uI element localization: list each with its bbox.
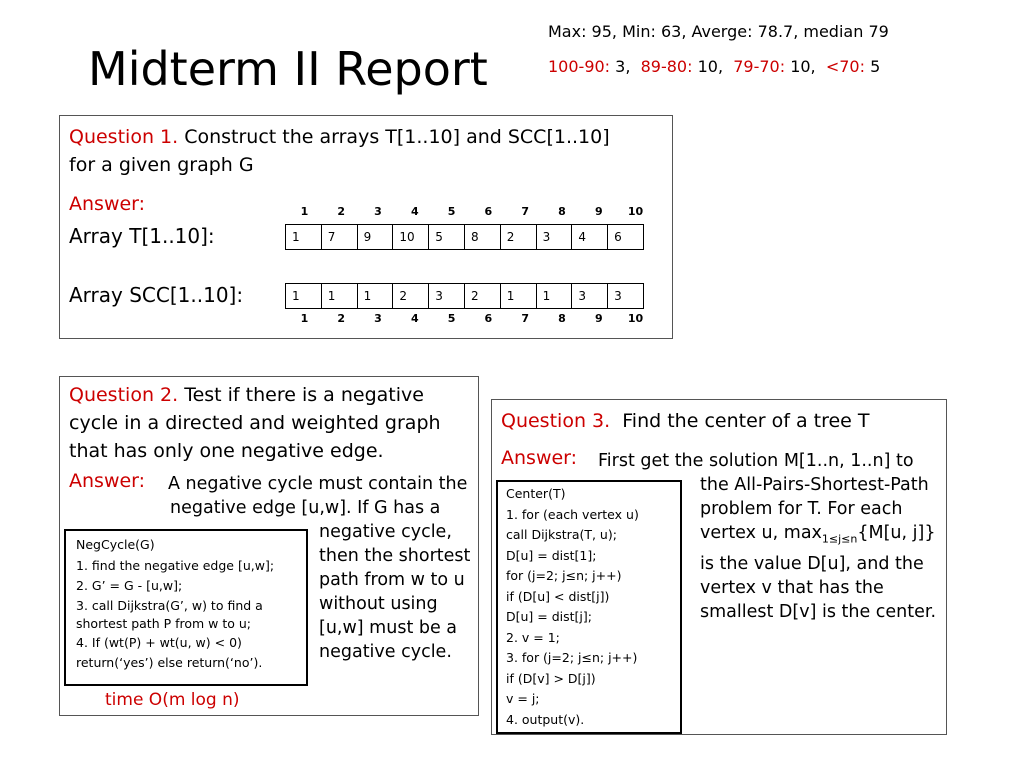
question-3-prompt bbox=[501, 407, 870, 435]
code-line: return(‘yes’) else return(‘no’). bbox=[76, 655, 263, 670]
answer-line: path from w to u bbox=[319, 570, 465, 590]
answer-line: without using bbox=[319, 594, 438, 614]
array-index: 7 bbox=[521, 312, 529, 325]
array-index: 3 bbox=[374, 205, 382, 218]
answer-line: A negative cycle must contain the bbox=[168, 474, 468, 494]
question-3-text: Find the center of a tree T bbox=[622, 410, 870, 432]
range-count: 5 bbox=[870, 57, 881, 76]
answer-line: [u,w] must be a bbox=[319, 618, 458, 638]
array-t-cell: 8 bbox=[464, 224, 501, 250]
array-t-cell: 4 bbox=[571, 224, 608, 250]
code-line: shortest path P from w to u; bbox=[76, 615, 252, 631]
array-t-index-row bbox=[286, 205, 654, 218]
question-2-answer-text bbox=[168, 472, 467, 520]
code-line: NegCycle(G) bbox=[76, 537, 155, 552]
question-2-text-cont: cycle in a directed and weighted graph bbox=[69, 412, 441, 434]
range-label: 100-90: bbox=[548, 57, 611, 76]
question-2-label: Question 2. bbox=[69, 384, 179, 406]
code-line: if (D[v] > D[j]) bbox=[506, 670, 596, 686]
array-scc-cell: 1 bbox=[285, 283, 322, 309]
code-line: 3. for (j=2; j≤n; j++) bbox=[506, 650, 638, 665]
array-index: 9 bbox=[594, 205, 603, 218]
array-index: 2 bbox=[337, 205, 346, 218]
array-t-label: Array T[1..10]: bbox=[69, 224, 215, 248]
array-scc-index-row bbox=[286, 312, 654, 325]
question-1-text: Construct the arrays T[1..10] and SCC[1..10] bbox=[184, 126, 610, 148]
page-title: Midterm II Report bbox=[88, 42, 488, 96]
answer-line: {M[u, j]} bbox=[857, 523, 936, 543]
array-scc-cell: 3 bbox=[428, 283, 465, 309]
array-scc-cell: 3 bbox=[607, 283, 644, 309]
score-summary: Max: 95, Min: 63, Averge: 78.7, median 79 bbox=[548, 22, 889, 41]
answer-subscript: 1≤j≤n bbox=[821, 532, 858, 546]
array-index: 7 bbox=[521, 205, 529, 218]
array-t-cell: 9 bbox=[357, 224, 394, 250]
time-complexity: time O(m log n) bbox=[105, 690, 240, 710]
array-index: 8 bbox=[558, 312, 566, 325]
center-code bbox=[506, 484, 639, 730]
array-index: 8 bbox=[558, 205, 566, 218]
code-line: 2. v = 1; bbox=[506, 629, 560, 645]
array-index: 4 bbox=[410, 205, 419, 218]
code-line: D[u] = dist[j]; bbox=[506, 609, 592, 624]
answer-line: problem for T. For each bbox=[700, 499, 903, 519]
range-label: 79-70: bbox=[733, 57, 786, 76]
array-scc-table bbox=[286, 283, 644, 309]
array-index: 3 bbox=[374, 312, 382, 325]
array-t-cell: 2 bbox=[500, 224, 537, 250]
answer-line: vertex u, max bbox=[700, 523, 822, 543]
array-index: 6 bbox=[484, 312, 493, 325]
array-index: 9 bbox=[594, 312, 603, 325]
code-line: 4. If (wt(P) + wt(u, w) < 0) bbox=[76, 634, 242, 650]
array-index: 10 bbox=[627, 205, 644, 218]
code-line: D[u] = dist[1]; bbox=[506, 547, 597, 563]
code-line: 2. G’ = G - [u,w]; bbox=[76, 578, 183, 593]
answer-line: then the shortest bbox=[319, 546, 471, 566]
range-count: 3, bbox=[615, 57, 631, 76]
array-index: 1 bbox=[300, 312, 309, 325]
array-t-cell: 5 bbox=[428, 224, 465, 250]
array-index: 5 bbox=[447, 205, 456, 218]
code-line: for (j=2; j≤n; j++) bbox=[506, 568, 622, 583]
question-3-answer-label: Answer: bbox=[501, 447, 578, 469]
array-t-cell: 10 bbox=[392, 224, 429, 250]
array-scc-cell: 1 bbox=[500, 283, 537, 309]
range-label: 89-80: bbox=[640, 57, 693, 76]
array-scc-cell: 1 bbox=[357, 283, 394, 309]
array-scc-label: Array SCC[1..10]: bbox=[69, 283, 244, 307]
array-index: 5 bbox=[447, 312, 456, 325]
question-1-label: Question 1. bbox=[69, 126, 179, 148]
code-line: if (D[u] < dist[j]) bbox=[506, 588, 610, 604]
array-index: 2 bbox=[337, 312, 346, 325]
array-scc-cell: 2 bbox=[392, 283, 429, 309]
array-index: 1 bbox=[300, 205, 309, 218]
answer-line: is the value D[u], and the bbox=[700, 553, 924, 574]
array-index: 6 bbox=[484, 205, 493, 218]
question-2-answer-label: Answer: bbox=[69, 470, 146, 492]
score-ranges bbox=[548, 57, 880, 76]
question-1-answer-label: Answer: bbox=[69, 193, 146, 215]
answer-line: vertex v that has the bbox=[700, 577, 884, 598]
code-line: 1. find the negative edge [u,w]; bbox=[76, 557, 275, 573]
question-2-text-cont: that has only one negative edge. bbox=[69, 440, 384, 462]
answer-line: smallest D[v] is the center. bbox=[700, 601, 937, 622]
code-line: 1. for (each vertex u) bbox=[506, 506, 639, 522]
code-line: 4. output(v). bbox=[506, 711, 585, 727]
array-index: 4 bbox=[410, 312, 419, 325]
code-line: Center(T) bbox=[506, 486, 566, 501]
question-2-prompt bbox=[69, 381, 441, 465]
array-t-cell: 3 bbox=[536, 224, 573, 250]
range-label: <70: bbox=[825, 57, 865, 76]
negcycle-code bbox=[76, 535, 274, 674]
answer-line: negative edge [u,w]. If G has a bbox=[170, 498, 441, 518]
code-line: 3. call Dijkstra(G’, w) to find a bbox=[76, 597, 263, 613]
question-1-prompt bbox=[69, 123, 610, 179]
array-index: 10 bbox=[627, 312, 644, 325]
answer-line: negative cycle, bbox=[319, 522, 452, 542]
array-t-table bbox=[286, 224, 644, 250]
code-line: call Dijkstra(T, u); bbox=[506, 527, 617, 542]
answer-line: negative cycle. bbox=[319, 642, 452, 662]
question-3-answer-text: First get the solution M[1..n, 1..n] to bbox=[598, 451, 914, 471]
code-line: v = j; bbox=[506, 691, 540, 706]
array-scc-cell: 3 bbox=[571, 283, 608, 309]
question-1-text-cont: for a given graph G bbox=[69, 154, 254, 176]
question-2-answer-text-cont bbox=[319, 520, 470, 664]
array-scc-cell: 1 bbox=[536, 283, 573, 309]
array-scc-cell: 2 bbox=[464, 283, 501, 309]
array-t-cell: 6 bbox=[607, 224, 644, 250]
question-2-text: Test if there is a negative bbox=[184, 384, 424, 406]
answer-line: the All-Pairs-Shortest-Path bbox=[700, 475, 929, 495]
range-count: 10, bbox=[697, 57, 724, 76]
range-count: 10, bbox=[790, 57, 816, 76]
array-t-cell: 1 bbox=[285, 224, 322, 250]
array-t-cell: 7 bbox=[321, 224, 358, 250]
question-3-answer-text-cont bbox=[700, 473, 936, 624]
question-3-label: Question 3. bbox=[501, 410, 611, 432]
array-scc-cell: 1 bbox=[321, 283, 358, 309]
